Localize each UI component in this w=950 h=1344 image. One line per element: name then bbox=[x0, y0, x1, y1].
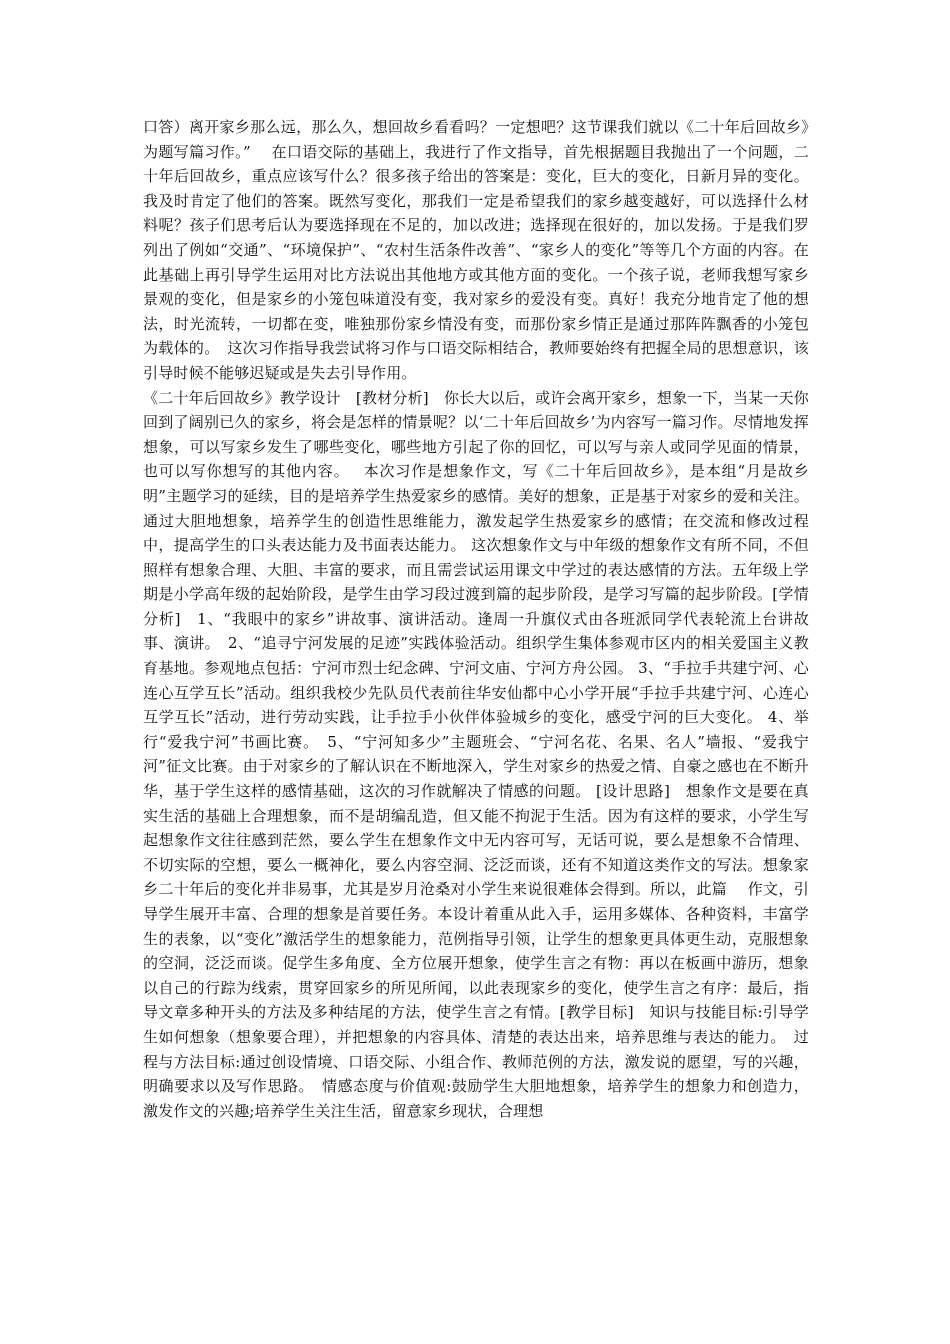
document-body bbox=[143, 115, 809, 1123]
paragraph-writing-guidance-reflection: 口答）离开家乡那么远，那么久，想回故乡看看吗？一定想吧？这节课我们就以《二十年后回故乡》为题写篇习作。” 在口语交际的基础上，我进行了作文指导，首先根据题目我抛出了一个问题，二十年后回故乡，重点应该写什么？很多孩子给出的答案是：变化，巨大的变化，日新月异的变化。我及时肯定了他们的答案。既然写变化，那我们一定是希望我们的家乡越变越好，可以选择什么材料呢？孩子们思考后认为要选择现在不足的，加以改进；选择现在很好的，加以发扬。于是我们罗列出了例如“交通”、“环境保护”、“农村生活条件改善”、“家乡人的变化”等等几个方面的内容。在此基础上再引导学生运用对比方法说出其他地方或其他方面的变化。一个孩子说，老师我想写家乡景观的变化，但是家乡的小笼包味道没有变，我对家乡的爱没有变。真好！我充分地肯定了他的想法，时光流转，一切都在变，唯独那份家乡情没有变，而那份家乡情正是通过那阵阵飘香的小笼包为载体的。 这次习作指导我尝试将习作与口语交际相结合，教师要始终有把握全局的思想意识，该引导时候不能够迟疑或是失去引导作用。 bbox=[143, 118, 809, 382]
paragraph-teaching-design: 《二十年后回故乡》教学设计 [教材分析] 你长大以后，或许会离开家乡，想象一下，当某一天你回到了阔别已久的家乡，将会是怎样的情景呢？以‘二十年后回故乡’为内容写一篇习作。尽情地发挥想象，可以写家乡发生了哪些变化，哪些地方引起了你的回忆，可以写与亲人或同学见面的情景，也可以写你想写的其他内容。 本次习作是想象作文，写《二十年后回故乡》，是本组“月是故乡明”主题学习的延续，目的是培养学生热爱家乡的感情。美好的想象，正是基于对家乡的爱和关注。通过大胆地想象，培养学生的创造性思维能力，激发起学生热爱家乡的感情；在交流和修改过程中，提高学生的口头表达能力及书面表达能力。 这次想象作文与中年级的想象作文有所不同，不但照样有想象合理、大胆、丰富的要求，而且需尝试运用课文中学过的表达感情的方法。五年级上学期是小学高年级的起始阶段，是学生由学习段过渡到篇的起步阶段，是学习写篇的起步阶段。[学情分析] 1、“我眼中的家乡”讲故事、演讲活动。逢周一升旗仪式由各班派同学代表轮流上台讲故事、演讲。 2、“追寻宁河发展的足迹”实践体验活动。组织学生集体参观市区内的相关爱国主义教育基地。参观地点包括：宁河市烈士纪念碑、宁河文庙、宁河方舟公园。 3、“手拉手共建宁河、心连心互学互长”活动。组织我校少先队员代表前往华安仙都中心小学开展“手拉手共建宁河、心连心互学互长”活动，进行劳动实践，让手拉手小伙伴体验城乡的变化，感受宁河的巨大变化。 4、举行“爱我宁河”书画比赛。 5、“宁河知多少”主题班会、“宁河名花、名果、名人”墙报、“爱我宁河”征文比赛。由于对家乡的了解认识在不断地深入，学生对家乡的热爱之情、自豪之感也在不断升华，基于学生这样的感情基础，这次的习作就解决了情感的问题。 [设计思路] 想象作文是要在真实生活的基础上合理想象，而不是胡编乱造，但又能不拘泥于生活。因为有这样的要求，小学生写起想象作文往往感到茫然，要么学生在想象作文中无内容可写，无话可说，要么是想象不合情理、不切实际的空想，要么一概神化，要么内容空洞、泛泛而谈，还有不知道这类作文的写法。想象家乡二十年后的变化并非易事，尤其是岁月沧桑对小学生来说很难体会得到。所以，此篇 作文，引导学生展开丰富、合理的想象是首要任务。本设计着重从此入手，运用多媒体、各种资料，丰富学生的表象，以“变化”激活学生的想象能力，范例指导引领，让学生的想象更具体更生动，克服想象的空洞，泛泛而谈。促学生多角度、全方位展开想象，使学生言之有物：再以在板画中游历，想象以自己的行踪为线索，贯穿回家乡的所见所闻，以此表现家乡的变化，使学生言之有序：最后，指导文章多种开头的方法及多种结尾的方法，使学生言之有情。[教学目标] 知识与技能目标:引导学生如何想象（想象要合理），并把想象的内容具体、清楚的表达出来，培养思维与表达的能力。 过程与方法目标:通过创设情境、口语交际、小组合作、教师范例的方法，激发说的愿望，写的兴趣，明确要求以及写作思路。 情感态度与价值观:鼓励学生大胆地想象，培养学生的想象力和创造力，激发作文的兴趣;培养学生关注生活，留意家乡现状，合理想 bbox=[143, 388, 809, 1120]
